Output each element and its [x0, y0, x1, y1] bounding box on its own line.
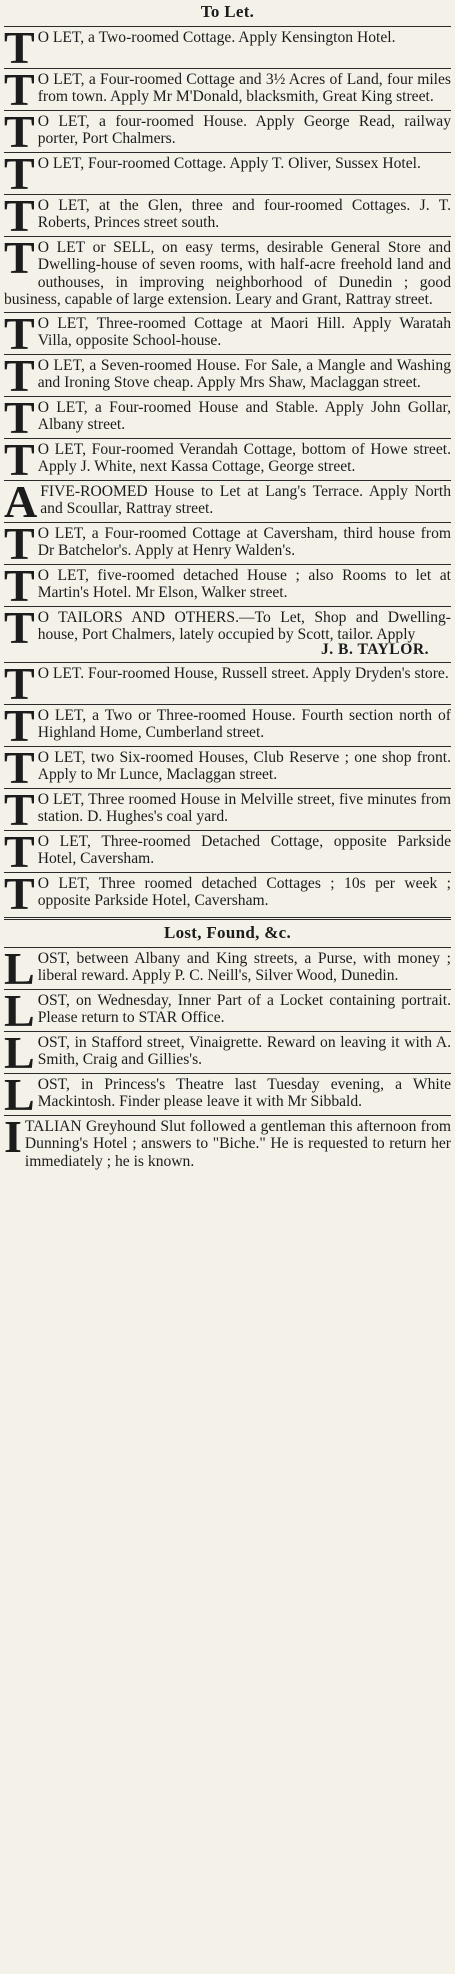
- ad-text: O LET, Three-roomed Detached Cottage, opposite Parkside Hotel, Caversham.: [37, 832, 451, 868]
- classified-ad: [4, 991, 451, 1030]
- drop-cap: T: [4, 154, 35, 193]
- classified-ad: [4, 566, 451, 605]
- classified-ad: [4, 238, 451, 311]
- drop-cap: L: [4, 990, 35, 1030]
- drop-cap: T: [4, 112, 35, 151]
- ad-text: O TAILORS AND OTHERS.—To Let, Shop and Dwelling-house, Port Chalmers, lately occupied by Scott, tailor. Apply: [37, 608, 451, 644]
- ad-text: OST, on Wednesday, Inner Part of a Locket containing portrait. Please return to STAR Office.: [37, 991, 451, 1027]
- section-title-lost-found: Lost, Found, &c.: [163, 922, 292, 942]
- ad-divider: [4, 110, 451, 111]
- ad-divider: [4, 872, 451, 873]
- drop-cap: T: [4, 70, 35, 109]
- ad-divider: [4, 396, 451, 397]
- ad-signature: J. B. TAYLOR.: [320, 641, 429, 659]
- classified-ad: [4, 524, 451, 563]
- drop-cap: T: [4, 705, 35, 745]
- ad-divider: [4, 989, 451, 990]
- ad-divider: [4, 788, 451, 789]
- drop-cap: L: [4, 1032, 35, 1072]
- drop-cap: T: [4, 747, 35, 787]
- classified-ad: [4, 748, 451, 787]
- classified-ad: [4, 790, 451, 829]
- to-let-ads: [4, 28, 451, 913]
- classified-ad: [4, 706, 451, 745]
- ad-divider: [4, 194, 451, 195]
- ad-text: TALIAN Greyhound Slut followed a gentleman this afternoon from Dunning's Hotel ; answers to "Biche." He is requested to return her immediately ; he is known.: [24, 1117, 451, 1170]
- ad-text: O LET, five-roomed detached House ; also Rooms to let at Martin's Hotel. Mr Elson, Walker street.: [37, 566, 451, 602]
- classified-ad: [4, 356, 451, 395]
- drop-cap: T: [4, 831, 35, 871]
- drop-cap: T: [4, 789, 35, 829]
- ad-divider: [4, 606, 451, 607]
- drop-cap: T: [4, 873, 35, 913]
- ad-divider: [4, 68, 451, 69]
- classified-ad: [4, 154, 451, 193]
- lost-found-ads: [4, 949, 451, 1172]
- ad-text: O LET, a Four-roomed Cottage at Caversham, third house from Dr Batchelor's. Apply at Henry Walden's.: [37, 524, 451, 560]
- classified-ad: [4, 949, 451, 988]
- ad-divider: [4, 1073, 451, 1074]
- ad-text: O LET, a Two or Three-roomed House. Fourth section north of Highland Home, Cumberland street.: [37, 706, 451, 742]
- classified-ad: [4, 1033, 451, 1072]
- classified-ad: [4, 664, 451, 703]
- ad-divider: [4, 830, 451, 831]
- section-divider: [4, 917, 451, 920]
- ad-text: O LET, Four-roomed Verandah Cottage, bottom of Howe street. Apply J. White, next Kassa Cottage, George street.: [37, 440, 451, 476]
- ad-divider: [4, 746, 451, 747]
- drop-cap: T: [4, 355, 35, 395]
- ad-text: O LET, Three-roomed Cottage at Maori Hill. Apply Waratah Villa, opposite School-house.: [37, 314, 451, 350]
- classified-ad: [4, 314, 451, 353]
- ad-text: OST, in Princess's Theatre last Tuesday evening, a White Mackintosh. Finder please leave it with Mr Sibbald.: [37, 1075, 451, 1111]
- drop-cap: T: [4, 238, 35, 283]
- drop-cap: T: [4, 28, 35, 67]
- drop-cap: I: [4, 1116, 22, 1162]
- ad-text: O LET, a Two-roomed Cottage. Apply Kensington Hotel.: [37, 29, 396, 46]
- classified-ad: [4, 440, 451, 479]
- ad-text: OST, in Stafford street, Vinaigrette. Reward on leaving it with A. Smith, Craig and Gillies's.: [37, 1033, 451, 1069]
- drop-cap: T: [4, 565, 35, 605]
- ad-text: O LET, a Four-roomed House and Stable. Apply John Gollar, Albany street.: [37, 398, 451, 434]
- drop-cap: T: [4, 397, 35, 437]
- drop-cap: T: [4, 313, 35, 353]
- ad-divider: [4, 438, 451, 439]
- ad-text: O LET, a Seven-roomed House. For Sale, a Mangle and Washing and Ironing Stove cheap. Apply Mrs Shaw, Maclaggan street.: [37, 356, 451, 392]
- classified-ad: [4, 1075, 451, 1114]
- classified-ad: [4, 482, 451, 521]
- classified-ad: [4, 398, 451, 437]
- drop-cap: A: [4, 481, 38, 521]
- ad-text: O LET. Four-roomed House, Russell street. Apply Dryden's store.: [37, 664, 449, 682]
- drop-cap: T: [4, 439, 35, 479]
- drop-cap: T: [4, 663, 35, 703]
- ad-text: O LET, at the Glen, three and four-roomed Cottages. J. T. Roberts, Princes street south.: [37, 197, 451, 232]
- classified-ad: [4, 28, 451, 67]
- classified-ad: [4, 832, 451, 871]
- ad-text: O LET or SELL, on easy terms, desirable General Store and Dwelling-house of seven rooms, with half-acre freehold land and outhouses, in improving neighborhood of Dunedin ; good business, capable of large extension. Leary and Grant, Rattray street.: [4, 239, 451, 309]
- ad-text: O LET, two Six-roomed Houses, Club Reserve ; one shop front. Apply to Mr Lunce, Maclaggan street.: [37, 748, 451, 784]
- ad-divider: [4, 480, 451, 481]
- drop-cap: T: [4, 196, 35, 235]
- drop-cap: L: [4, 1074, 35, 1114]
- ad-text: FIVE-ROOMED House to Let at Lang's Terrace. Apply North and Scoullar, Rattray street.: [40, 482, 451, 518]
- ad-divider: [4, 1031, 451, 1032]
- ad-text: O LET, Three roomed House in Melville street, five minutes from station. D. Hughes's coal yard.: [37, 790, 451, 826]
- ad-divider: [4, 1115, 451, 1116]
- ad-divider: [4, 152, 451, 153]
- ad-divider: [4, 662, 451, 663]
- drop-cap: T: [4, 607, 35, 653]
- classified-ad: [4, 1117, 451, 1172]
- classified-ad: [4, 608, 451, 661]
- ad-divider: [4, 704, 451, 705]
- divider: [4, 26, 451, 27]
- ad-divider: [4, 312, 451, 313]
- ad-divider: [4, 564, 451, 565]
- classified-ad: [4, 70, 451, 109]
- drop-cap: T: [4, 523, 35, 563]
- ad-divider: [4, 236, 451, 237]
- ad-divider: [4, 522, 451, 523]
- divider: [4, 947, 451, 948]
- ad-text: O LET, Three roomed detached Cottages ; 10s per week ; opposite Parkside Hotel, Caversham.: [37, 874, 451, 910]
- ad-text: O LET, Four-roomed Cottage. Apply T. Oliver, Sussex Hotel.: [37, 155, 421, 172]
- ad-text: OST, between Albany and King streets, a Purse, with money ; liberal reward. Apply P. C. Neill's, Silver Wood, Dunedin.: [37, 949, 451, 985]
- ad-text: O LET, a Four-roomed Cottage and 3½ Acres of Land, four miles from town. Apply Mr M'Donald, blacksmith, Great King street.: [37, 71, 451, 106]
- classified-ad: [4, 874, 451, 913]
- newspaper-column: [0, 2, 455, 1974]
- ad-text: O LET, a four-roomed House. Apply George Read, railway porter, Port Chalmers.: [37, 113, 451, 148]
- classified-ad: [4, 196, 451, 235]
- ad-divider: [4, 354, 451, 355]
- section-title-to-let: To Let.: [200, 2, 255, 21]
- classified-ad: [4, 112, 451, 151]
- drop-cap: L: [4, 948, 35, 988]
